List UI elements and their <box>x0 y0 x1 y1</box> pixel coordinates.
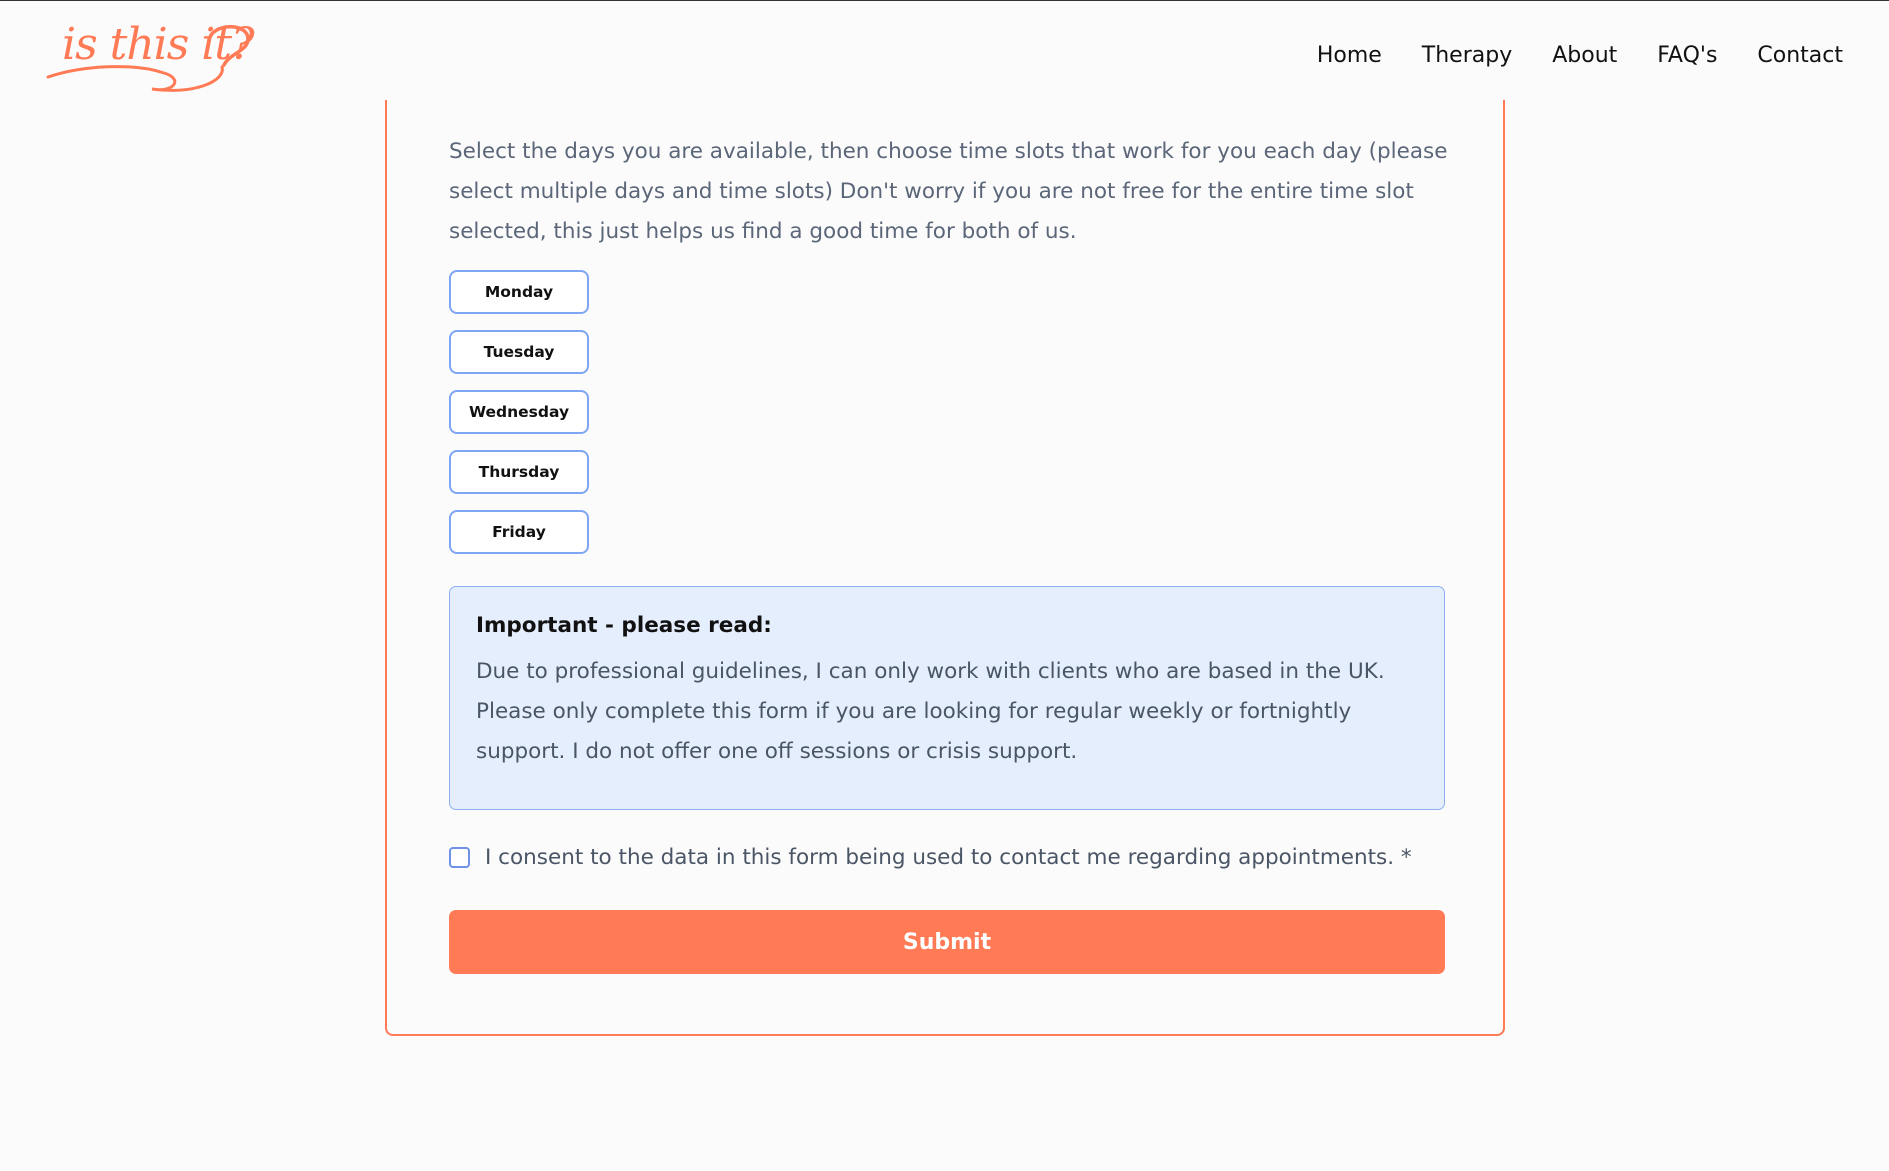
consent-checkbox[interactable] <box>449 847 470 868</box>
day-button-wednesday[interactable]: Wednesday <box>449 390 589 434</box>
nav-contact[interactable]: Contact <box>1757 43 1843 68</box>
booking-form-card <box>385 100 1505 1036</box>
submit-button[interactable]: Submit <box>449 910 1445 974</box>
consent-label: I consent to the data in this form being used to contact me regarding appointments. * <box>485 845 1412 870</box>
nav-about[interactable]: About <box>1552 43 1618 68</box>
nav-therapy[interactable]: Therapy <box>1421 43 1513 68</box>
main-nav <box>1317 43 1843 68</box>
notice-title: Important - please read: <box>476 613 772 638</box>
site-header <box>0 1 1889 111</box>
logo-text: is this it? <box>62 19 254 70</box>
consent-row[interactable] <box>449 845 1412 870</box>
nav-faqs[interactable]: FAQ's <box>1657 43 1718 68</box>
day-button-thursday[interactable]: Thursday <box>449 450 589 494</box>
nav-home[interactable]: Home <box>1316 43 1382 68</box>
important-notice <box>449 586 1445 810</box>
day-button-monday[interactable]: Monday <box>449 270 589 314</box>
day-button-tuesday[interactable]: Tuesday <box>449 330 589 374</box>
availability-instructions: Select the days you are available, then choose time slots that work for you each day (please select multiple days and time slots) Don't worry if you are not free for the entire time slot selected, this just helps us find a good time for both of us. <box>449 139 1448 244</box>
day-button-friday[interactable]: Friday <box>449 510 589 554</box>
day-selector <box>449 270 589 570</box>
notice-body: Due to professional guidelines, I can only work with clients who are based in the UK. Please only complete this form if you are looking for regular weekly or fortnightly support. I do not offer one off sessions or crisis support. <box>476 659 1385 764</box>
site-logo[interactable] <box>44 15 254 95</box>
